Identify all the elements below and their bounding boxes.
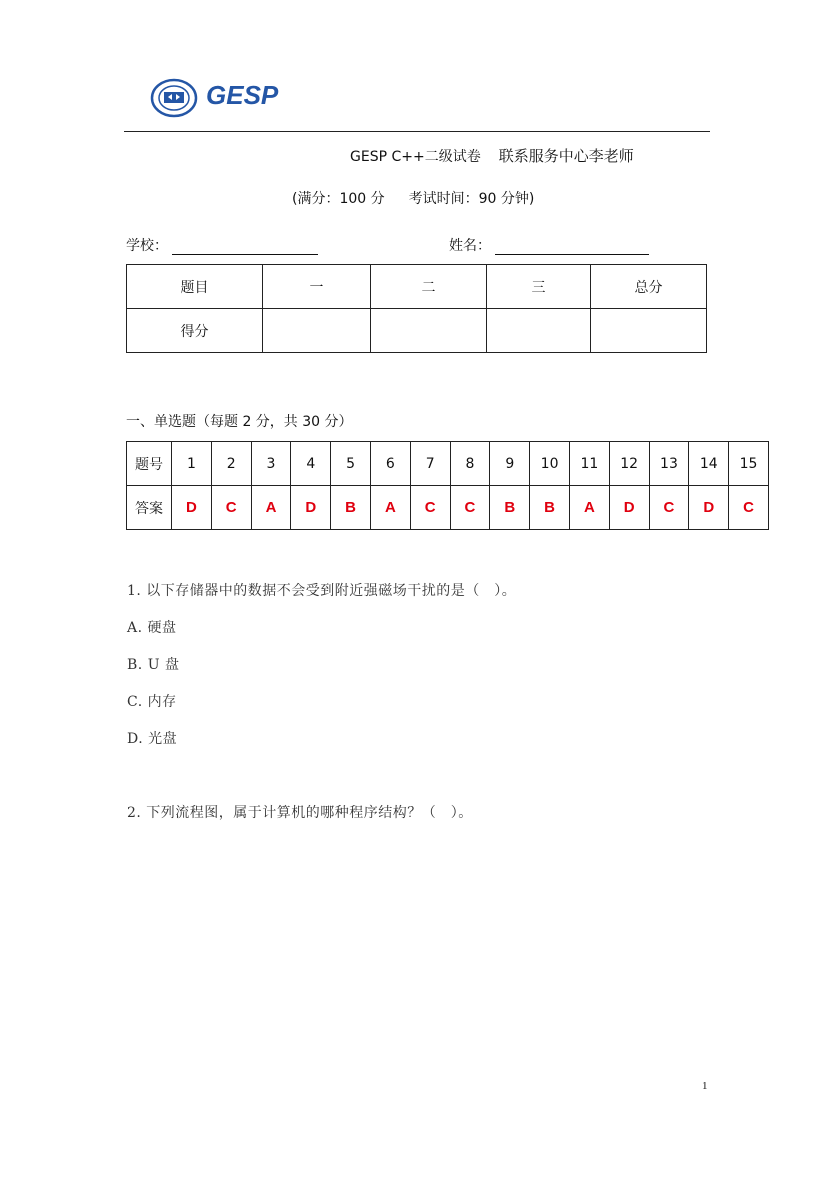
answer-cell: A	[251, 486, 291, 530]
question-number-cell: 2	[211, 442, 251, 486]
answer-cell: B	[490, 486, 530, 530]
score-table-header-row	[127, 265, 707, 309]
school-field	[126, 235, 318, 255]
score-header-cell: 总分	[591, 265, 707, 309]
question-number-cell: 4	[291, 442, 331, 486]
answer-cell: B	[530, 486, 570, 530]
answer-cell: C	[211, 486, 251, 530]
question-number-cell: 5	[331, 442, 371, 486]
page-number: 1	[702, 1080, 708, 1092]
answer-number-label: 题号	[127, 442, 172, 486]
answer-cell: D	[689, 486, 729, 530]
question-number-cell: 15	[729, 442, 769, 486]
score-header-cell: 二	[371, 265, 487, 309]
section-1-title: 一、单选题（每题 2 分，共 30 分）	[126, 414, 353, 430]
score-cell	[371, 309, 487, 353]
question-number-cell: 11	[569, 442, 609, 486]
score-cell	[263, 309, 371, 353]
gesp-logo-text: GESP	[206, 80, 279, 110]
question-1-stem: 1. 以下存储器中的数据不会受到附近强磁场干扰的是（ ）。	[127, 583, 517, 599]
question-1-option-a: A. 硬盘	[127, 620, 177, 636]
school-label: 学校：	[126, 238, 168, 254]
answer-cell: A	[370, 486, 410, 530]
question-1-option-d: D. 光盘	[127, 731, 178, 747]
ccf-seal-icon	[150, 78, 200, 118]
answer-key-row	[127, 486, 769, 530]
question-number-cell: 13	[649, 442, 689, 486]
contact-text: 联系服务中心李老师	[498, 147, 634, 165]
question-number-cell: 10	[530, 442, 570, 486]
question-number-cell: 6	[370, 442, 410, 486]
score-row-label: 得分	[127, 309, 263, 353]
question-1-option-b: B. U 盘	[127, 657, 180, 673]
question-number-cell: 7	[410, 442, 450, 486]
gesp-logo	[150, 78, 300, 116]
answer-cell: D	[609, 486, 649, 530]
name-label: 姓名：	[449, 238, 491, 254]
score-cell	[487, 309, 591, 353]
question-number-cell: 9	[490, 442, 530, 486]
score-header-cell: 题目	[127, 265, 263, 309]
name-blank[interactable]	[495, 238, 649, 255]
score-cell	[591, 309, 707, 353]
answer-table	[126, 441, 769, 530]
answer-cell: B	[331, 486, 371, 530]
answer-cell: D	[291, 486, 331, 530]
exam-info	[292, 188, 534, 208]
question-number-cell: 12	[609, 442, 649, 486]
question-1-option-c: C. 内存	[127, 694, 177, 710]
answer-cell: D	[172, 486, 212, 530]
question-number-cell: 3	[251, 442, 291, 486]
score-header-cell: 一	[263, 265, 371, 309]
name-field	[449, 235, 649, 255]
question-number-cell: 14	[689, 442, 729, 486]
question-number-cell: 1	[172, 442, 212, 486]
full-score: (满分：100 分	[292, 191, 385, 207]
score-table	[126, 264, 707, 353]
answer-cell: A	[569, 486, 609, 530]
question-2-stem: 2. 下列流程图，属于计算机的哪种程序结构？（ ）。	[127, 805, 473, 821]
answer-cell: C	[410, 486, 450, 530]
answer-number-row	[127, 442, 769, 486]
answer-cell: C	[649, 486, 689, 530]
exam-title: GESP C++二级试卷	[350, 149, 481, 165]
answer-cell: C	[729, 486, 769, 530]
score-table-score-row	[127, 309, 707, 353]
page-title	[350, 145, 634, 166]
answer-cell: C	[450, 486, 490, 530]
question-number-cell: 8	[450, 442, 490, 486]
exam-time: 考试时间：90 分钟)	[408, 191, 535, 207]
score-header-cell: 三	[487, 265, 591, 309]
header-rule	[124, 131, 710, 132]
answer-key-label: 答案	[127, 486, 172, 530]
school-blank[interactable]	[172, 238, 318, 255]
